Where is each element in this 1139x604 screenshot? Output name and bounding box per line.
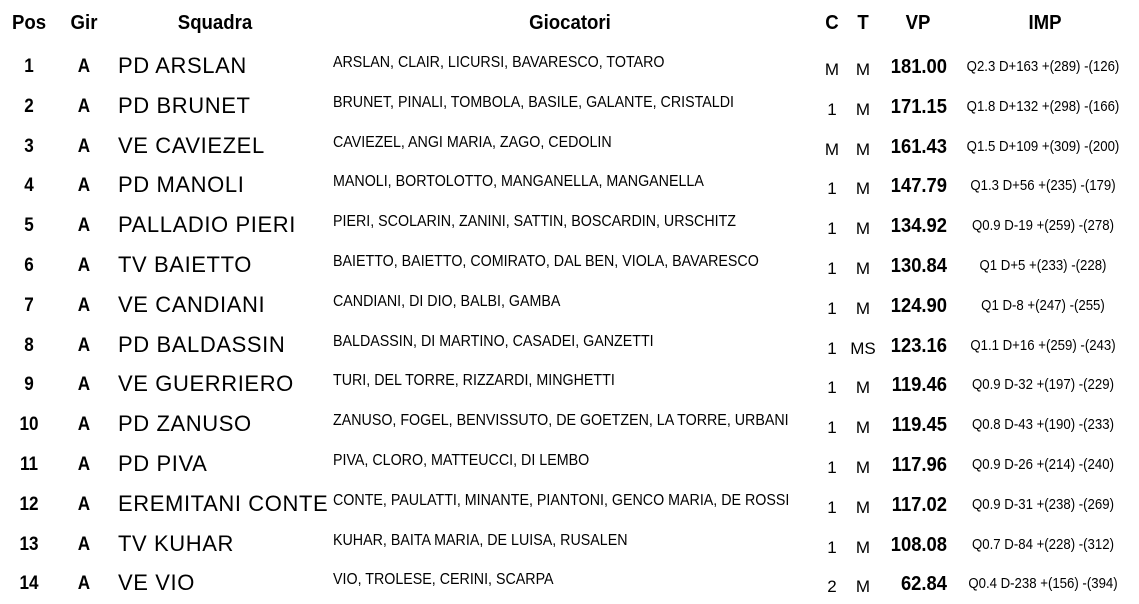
row-squadra: VE VIO <box>118 570 195 596</box>
row-giocatori: CAVIEZEL, ANGI MARIA, ZAGO, CEDOLIN <box>333 133 612 151</box>
row-girone: A <box>77 334 91 356</box>
row-imp: Q0.9 D-32 +(197) -(229) <box>972 376 1114 394</box>
row-pos: 8 <box>24 334 34 356</box>
header-pos: Pos <box>11 12 47 34</box>
header-t: T <box>857 12 869 34</box>
row-t: M <box>855 378 871 398</box>
row-t: MS <box>850 338 876 358</box>
row-t: M <box>855 139 871 159</box>
table-row <box>0 326 1139 366</box>
table-row <box>0 564 1139 604</box>
row-vp: 124.90 <box>890 294 947 317</box>
row-squadra: PD ZANUSO <box>118 411 252 437</box>
row-giocatori: MANOLI, BORTOLOTTO, MANGANELLA, MANGANELLA <box>333 173 704 191</box>
row-girone: A <box>77 255 91 276</box>
row-c: 1 <box>827 497 837 517</box>
table-row <box>0 47 1139 87</box>
table-row <box>0 286 1139 326</box>
row-girone: A <box>77 414 91 436</box>
row-squadra: EREMITANI CONTE <box>118 490 329 516</box>
row-t: M <box>855 497 871 517</box>
row-imp: Q0.9 D-31 +(238) -(269) <box>972 495 1114 513</box>
row-giocatori: TURI, DEL TORRE, RIZZARDI, MINGHETTI <box>333 372 615 390</box>
row-giocatori: VIO, TROLESE, CERINI, SCARPA <box>333 571 554 589</box>
row-c: 1 <box>827 537 837 557</box>
row-c: 1 <box>827 338 837 358</box>
row-c: M <box>824 60 840 79</box>
table-row <box>0 445 1139 485</box>
header-c: C <box>825 12 839 34</box>
row-squadra: PALLADIO PIERI <box>118 212 296 238</box>
row-c: 1 <box>827 99 837 119</box>
row-imp: Q1.3 D+56 +(235) -(179) <box>970 177 1116 195</box>
row-t: M <box>855 577 871 597</box>
row-t: M <box>855 259 871 278</box>
row-imp: Q0.9 D-26 +(214) -(240) <box>972 456 1114 473</box>
row-pos: 13 <box>19 533 39 555</box>
row-vp: 119.45 <box>891 414 947 437</box>
row-giocatori: BALDASSIN, DI MARTINO, CASADEI, GANZETTI <box>333 332 654 350</box>
row-vp: 117.02 <box>891 493 947 516</box>
row-giocatori: BAIETTO, BAIETTO, COMIRATO, DAL BEN, VIOLA, BAVARESCO <box>333 253 759 270</box>
row-pos: 1 <box>24 56 34 77</box>
row-giocatori: PIERI, SCOLARIN, ZANINI, SATTIN, BOSCARDIN, URSCHITZ <box>333 213 737 231</box>
row-squadra: TV KUHAR <box>118 530 235 556</box>
row-girone: A <box>77 374 91 396</box>
row-vp: 62.84 <box>900 573 947 596</box>
row-pos: 5 <box>24 215 34 237</box>
row-giocatori: ARSLAN, CLAIR, LICURSI, BAVARESCO, TOTARO <box>333 54 665 71</box>
row-pos: 2 <box>24 95 34 117</box>
row-squadra: PD BALDASSIN <box>118 331 286 357</box>
row-t: M <box>855 60 871 79</box>
row-t: M <box>855 99 871 119</box>
row-vp: 134.92 <box>890 215 947 238</box>
row-imp: Q0.8 D-43 +(190) -(233) <box>972 416 1114 434</box>
row-squadra: VE GUERRIERO <box>118 371 294 397</box>
row-imp: Q2.3 D+163 +(289) -(126) <box>966 58 1120 75</box>
table-row <box>0 87 1139 127</box>
row-girone: A <box>77 493 91 515</box>
row-t: M <box>855 537 871 557</box>
row-imp: Q1.5 D+109 +(309) -(200) <box>966 137 1120 155</box>
row-vp: 181.00 <box>890 56 947 78</box>
row-c: 1 <box>827 219 837 239</box>
row-vp: 108.08 <box>890 533 947 556</box>
row-vp: 147.79 <box>890 175 947 198</box>
row-vp: 117.96 <box>891 454 947 476</box>
header-squadra: Squadra <box>177 12 253 34</box>
row-imp: Q1 D-8 +(247) -(255) <box>981 296 1105 314</box>
row-t: M <box>855 179 871 199</box>
row-pos: 9 <box>24 374 34 396</box>
row-c: 1 <box>827 259 837 278</box>
row-c: 1 <box>827 179 837 199</box>
table-row <box>0 405 1139 445</box>
row-imp: Q0.9 D-19 +(259) -(278) <box>972 217 1114 235</box>
row-girone: A <box>77 95 91 117</box>
row-pos: 10 <box>19 414 39 436</box>
row-giocatori: KUHAR, BAITA MARIA, DE LUISA, RUSALEN <box>333 531 628 549</box>
table-row <box>0 206 1139 246</box>
row-squadra: PD MANOLI <box>118 172 245 198</box>
table-row <box>0 485 1139 525</box>
row-c: 1 <box>827 418 837 438</box>
row-girone: A <box>77 454 91 475</box>
row-girone: A <box>77 56 91 77</box>
row-girone: A <box>77 175 91 197</box>
row-imp: Q0.4 D-238 +(156) -(394) <box>968 575 1118 593</box>
row-vp: 171.15 <box>890 95 947 118</box>
table-row <box>0 246 1139 286</box>
row-girone: A <box>77 573 91 595</box>
row-girone: A <box>77 533 91 555</box>
row-pos: 12 <box>19 493 39 515</box>
row-t: M <box>855 458 871 477</box>
row-pos: 6 <box>24 255 34 276</box>
table-row <box>0 166 1139 206</box>
header-giocatori: Giocatori <box>529 12 611 34</box>
row-giocatori: CANDIANI, DI DIO, BALBI, GAMBA <box>333 292 561 310</box>
row-t: M <box>855 298 871 318</box>
row-giocatori: BRUNET, PINALI, TOMBOLA, BASILE, GALANTE, CRISTALDI <box>333 93 734 111</box>
row-squadra: PD BRUNET <box>118 92 251 118</box>
row-c: 1 <box>827 298 837 318</box>
row-squadra: PD PIVA <box>118 451 208 476</box>
table-row <box>0 525 1139 565</box>
row-squadra: TV BAIETTO <box>118 252 252 277</box>
row-imp: Q0.7 D-84 +(228) -(312) <box>972 535 1114 553</box>
row-pos: 14 <box>19 573 39 595</box>
row-vp: 119.46 <box>891 374 947 397</box>
row-imp: Q1.8 D+132 +(298) -(166) <box>966 97 1120 115</box>
row-squadra: PD ARSLAN <box>118 53 247 78</box>
row-t: M <box>855 418 871 438</box>
header-imp: IMP <box>1028 12 1062 34</box>
row-giocatori: PIVA, CLORO, MATTEUCCI, DI LEMBO <box>333 452 590 469</box>
row-pos: 3 <box>24 135 34 157</box>
row-c: M <box>824 139 840 159</box>
row-pos: 11 <box>19 454 39 475</box>
row-c: 1 <box>827 378 837 398</box>
row-t: M <box>855 219 871 239</box>
row-imp: Q1 D+5 +(233) -(228) <box>979 257 1107 274</box>
table-row <box>0 127 1139 167</box>
row-pos: 4 <box>24 175 34 197</box>
row-giocatori: CONTE, PAULATTI, MINANTE, PIANTONI, GENCO MARIA, DE ROSSI <box>333 491 790 509</box>
row-imp: Q1.1 D+16 +(259) -(243) <box>970 336 1116 354</box>
row-pos: 7 <box>24 294 34 316</box>
row-c: 2 <box>827 577 837 597</box>
row-girone: A <box>77 294 91 316</box>
row-vp: 161.43 <box>890 135 947 158</box>
row-girone: A <box>77 215 91 237</box>
header-gir: Gir <box>70 12 98 34</box>
row-vp: 123.16 <box>890 334 947 357</box>
row-giocatori: ZANUSO, FOGEL, BENVISSUTO, DE GOETZEN, LA TORRE, URBANI <box>333 412 789 430</box>
table-row <box>0 365 1139 405</box>
row-squadra: VE CANDIANI <box>118 291 266 317</box>
row-squadra: VE CAVIEZEL <box>118 132 265 158</box>
table-header <box>0 0 1139 40</box>
row-girone: A <box>77 135 91 157</box>
row-vp: 130.84 <box>890 255 947 277</box>
row-c: 1 <box>827 458 837 477</box>
header-vp: VP <box>905 12 931 34</box>
